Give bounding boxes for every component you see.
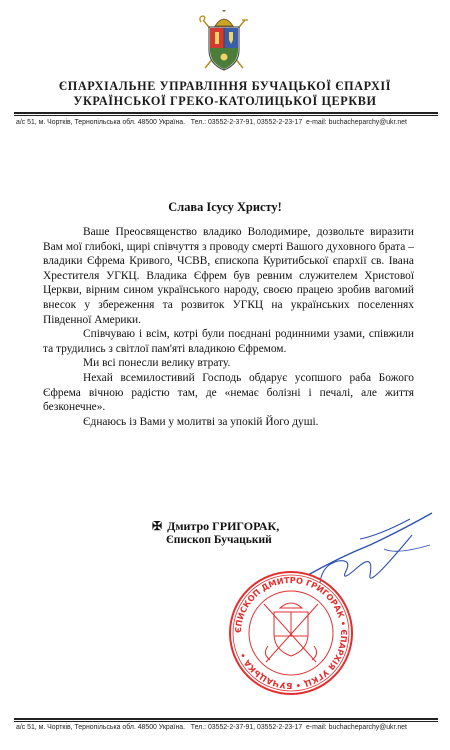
letter-paragraph: Ми всі понесли велику втрату. <box>83 357 231 370</box>
header-email: buchacheparchy@ukr.net <box>328 119 407 126</box>
official-seal <box>228 570 354 696</box>
header-address: а/с 51, м. Чортків, Тернопільська обл. 48500 Україна. <box>16 119 186 126</box>
letter-paragraph: Ваше Преосвященство владико Володимире, дозвольте виразити Вам мої глибокі, щирі співчуття з проводу смерті Вашого духовного брата – владики Єфрема Кривого, ЧСВВ, єпископа Куритибської єпархії св. Івана Хрестителя УГКЦ. Владика Єфрем був ревним служителем Христової Церкви, вірним сином українського народу, своєю працею зробив вагомий внесок у збереження та розвиток УГКЦ на українських поселеннях Південної Америки. <box>43 226 414 326</box>
eparchy-coat-of-arms <box>193 10 255 76</box>
signatory-name-text: Дмитро ГРИГОРАК, <box>167 519 280 533</box>
footer-email: buchacheparchy@ukr.net <box>328 724 407 731</box>
letter-paragraph: Співчуваю і всім, котрі були поєднані родинними узами, співжили та трудились з світлої пам'яті владикою Єфремом. <box>43 328 414 355</box>
footer-address: а/с 51, м. Чортків, Тернопільська обл. 48500 Україна. <box>16 724 186 731</box>
header-divider-thick <box>14 112 438 114</box>
signatory-title: Єпископ Бучацький <box>166 534 272 546</box>
header-divider-thin <box>14 115 438 116</box>
signatory-name <box>152 519 279 534</box>
seal-emblem-icon <box>264 603 318 662</box>
letter-paragraph: Єднаюсь із Вами у молитві за упокій Його душі. <box>83 415 319 428</box>
footer-phone: Тел.: 03552-2-37-91, 03552-2-23-17 <box>190 724 303 731</box>
letterhead-title-line1: ЄПАРХІАЛЬНЕ УПРАВЛІННЯ БУЧАЦЬКОЇ ЄПАРХІЇ <box>58 79 392 93</box>
letter-paragraph: Нехай всемилостивий Господь обдарує усопшого раба Божого Єфрема вічною радістю там, де «немає болізні і печалі, але життя безконечне». <box>43 371 414 414</box>
footer-divider-thick <box>14 718 438 720</box>
footer-email-label: e-mail: <box>306 724 327 731</box>
seal-ring-text: ЄПИСКОП ДМИТРО ГРИГОРАК • ЄПАРХІЯ УГКЦ • БУЧАЦЬКА • <box>232 574 350 692</box>
footer-divider-thin <box>14 721 438 722</box>
header-phone: Тел.: 03552-2-37-91, 03552-2-23-17 <box>190 119 303 126</box>
letterhead-title-line2: УКРАЇНСЬКОЇ ГРЕКО-КАТОЛИЦЬКОЇ ЦЕРКВИ <box>73 94 377 108</box>
letter-greeting: Слава Ісусу Христу! <box>168 200 282 214</box>
footer-contacts <box>16 724 440 731</box>
mitre-shape <box>215 19 233 26</box>
header-email-label: e-mail: <box>306 119 327 126</box>
cross-icon: ✠ <box>152 519 163 533</box>
letter-body <box>43 225 414 429</box>
header-contacts <box>16 119 440 126</box>
